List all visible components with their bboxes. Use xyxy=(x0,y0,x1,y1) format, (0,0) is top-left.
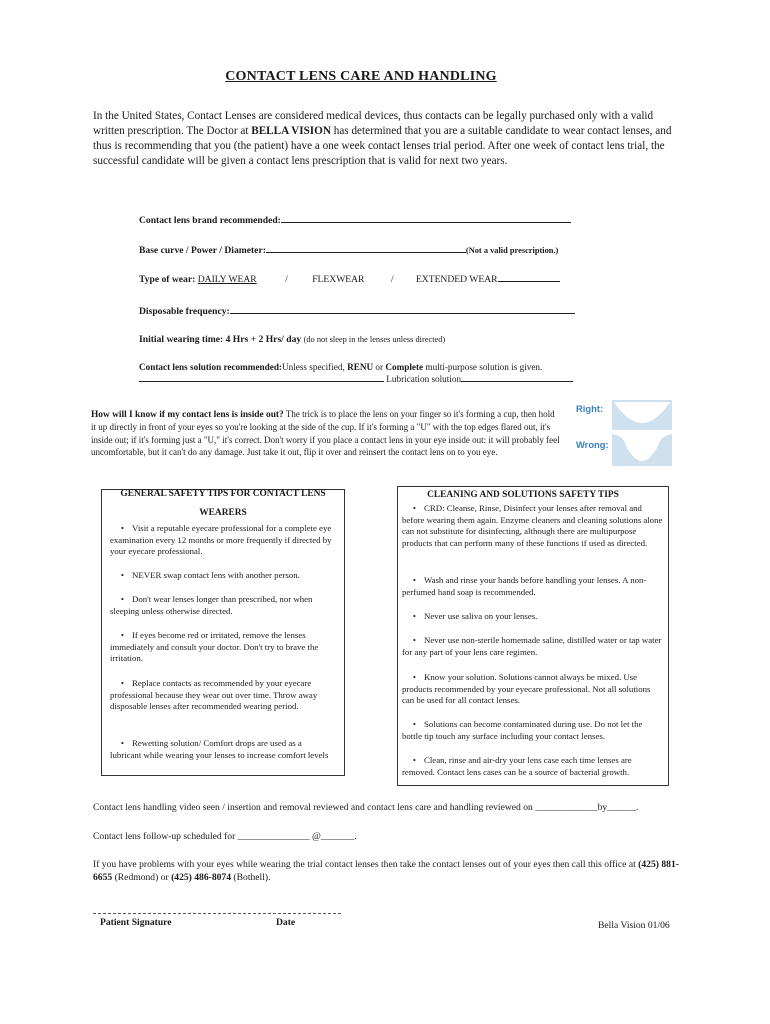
problems-paragraph: If you have problems with your eyes while wearing the trial contact lenses then take the contact lenses out of your eyes then call this office at (425) 881-6655 (Redmond) or (425) 486-8074 (Bothell). xyxy=(93,859,679,883)
signature-line[interactable] xyxy=(93,913,341,914)
intro-paragraph: In the United States, Contact Lenses are considered medical devices, thus contacts can be legally purchased only with a valid written prescription. The Doctor at BELLA VISION has determined that you are a suitable candidate to wear contact lenses, and thus is recommending that you (the patient) have a one week contact lenses trial period. After one week of contact lens trial, the successful candidate will be given a contact lens prescription that is valid for next two years. xyxy=(93,110,672,167)
general-tips-box xyxy=(101,489,345,776)
general-tips-title-2: WEARERS xyxy=(199,508,247,518)
wear-extended-option[interactable]: EXTENDED WEAR xyxy=(415,274,498,285)
initial-wearing-field: Initial wearing time: 4 Hrs + 2 Hrs/ day (do not sleep in the lenses unless directed) xyxy=(139,334,446,345)
video-review-line: Contact lens handling video seen / insertion and removal reviewed and contact lens care and handling reviewed on _____________by______. xyxy=(93,802,639,813)
cleaning-tips-title: CLEANING AND SOLUTIONS SAFETY TIPS xyxy=(427,490,619,500)
list-item: • CRD: Cleanse, Rinse, Disinfect your lenses after removal and before wearing them again. Enzyme cleaners and cleaning solutions alone can not substitute for disinfecting, although there are multipurpose products that can perform many of these functions if used as directed. xyxy=(402,503,663,548)
inside-out-question: How will I know if my contact lens is inside out? xyxy=(91,410,284,420)
general-tips-title: GENERAL SAFETY TIPS FOR CONTACT LENS xyxy=(120,489,326,499)
wear-daily-option[interactable]: DAILY WEAR xyxy=(197,274,257,285)
right-label: Right: xyxy=(576,403,604,414)
list-item: • Clean, rinse and air-dry your lens case each time lenses are removed. Contact lens cases can be a source of bacterial growth. xyxy=(402,755,632,777)
wrong-label: Wrong: xyxy=(576,439,609,450)
list-item: • Know your solution. Solutions cannot always be mixed. Use products recommended by your eyecare professional. Not all solutions can be used for all contact lenses. xyxy=(402,672,651,706)
list-item: • Never use non-sterile homemade saline, distilled water or tap water for any part of your lens care regimen. xyxy=(402,635,662,657)
disposable-input-line[interactable] xyxy=(230,305,575,314)
clinic-name: BELLA VISION xyxy=(251,125,331,137)
list-item: • Visit a reputable eyecare professional for a complete eye examination every 12 months or more frequently if directed by your eyecare professional. xyxy=(110,523,332,557)
list-item: • If eyes become red or irritated, remove the lenses immediately and consult your doctor. Don't try to brave the irritation. xyxy=(110,630,319,664)
bothell-phone: (425) 486-8074 xyxy=(171,872,232,883)
list-item: • Solutions can become contaminated during use. Do not let the bottle tip touch any surface including your contact lenses. xyxy=(402,719,643,741)
list-item: • Rewetting solution/ Comfort drops are used as a lubricant while wearing your lenses to increase comfort levels xyxy=(110,738,329,760)
brand-field: Contact lens brand recommended: xyxy=(139,214,571,226)
list-item: • Wash and rinse your hands before handling your lenses. A non-perfumed hand soap is recommended. xyxy=(402,575,647,597)
followup-line: Contact lens follow-up scheduled for _______________ @_______. xyxy=(93,831,357,842)
wear-flex-option[interactable]: FLEXWEAR xyxy=(312,274,365,285)
list-item: • NEVER swap contact lens with another person. xyxy=(120,570,300,580)
solution-field: Contact lens solution recommended:Unless specified, RENU or Complete multi-purpose solution is given. Lubrication solution xyxy=(139,361,589,385)
brand-input-line[interactable] xyxy=(281,214,571,223)
cleaning-tips-box xyxy=(397,486,669,786)
disposable-field: Disposable frequency: xyxy=(139,305,575,317)
redmond-phone: (425) 881-6655 xyxy=(93,859,679,883)
correct-lens-shape-icon xyxy=(612,400,672,430)
curve-field: Base curve / Power / Diameter: (Not a valid prescription.) xyxy=(139,245,559,256)
list-item: • Replace contacts as recommended by your eyecare professional because they wear out over time. Throw away disposable lenses after recommended wearing period. xyxy=(110,678,318,712)
version-label: Bella Vision 01/06 xyxy=(598,920,670,931)
date-label: Date xyxy=(276,917,296,928)
list-item: • Don't wear lenses longer than prescribed, nor when sleeping unless otherwise directed. xyxy=(110,594,313,616)
wear-type-field: Type of wear: DAILY WEAR / FLEXWEAR / EXTENDED WEAR xyxy=(139,273,579,285)
inside-out-section: How will I know if my contact lens is inside out? The trick is to place the lens on your finger so it's forming a cup, then hold it up directly in front of your eyes so you're looking at the side of the cup. If it's forming a "U" with the top edges flared out, it's inside out; if it's forming just a "U," it's correct. Don't worry if you place a contact lens in your eye inside out: it will probably feel uncomfortable, but it can't do any damage. Just take it out, flip it over and reinsert the contact lens on to you eye. xyxy=(91,409,560,458)
document-title: CONTACT LENS CARE AND HANDLING xyxy=(225,69,497,84)
curve-input-line[interactable] xyxy=(266,244,466,253)
signature-label: Patient Signature xyxy=(100,917,172,928)
inside-out-lens-shape-icon xyxy=(612,432,672,466)
list-item: • Never use saliva on your lenses. xyxy=(412,611,538,621)
